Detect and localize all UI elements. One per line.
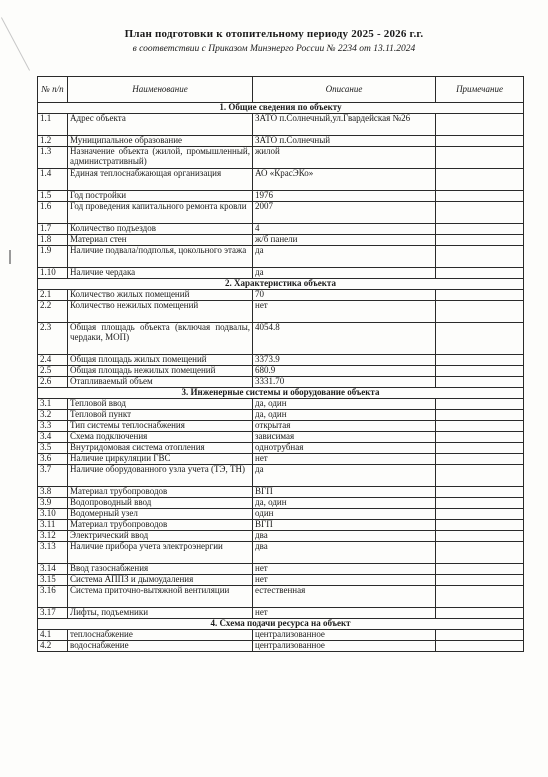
row-desc: ВГП bbox=[253, 487, 436, 498]
row-desc: да, один bbox=[253, 399, 436, 410]
row-name: Наличие чердака bbox=[68, 268, 253, 279]
table-row bbox=[38, 641, 524, 652]
row-desc: два bbox=[253, 531, 436, 542]
row-name: Количество жилых помещений bbox=[68, 290, 253, 301]
row-num: 4.2 bbox=[38, 641, 68, 652]
row-note bbox=[436, 410, 524, 421]
row-name: Единая теплоснабжающая организация bbox=[68, 169, 253, 191]
row-note bbox=[436, 147, 524, 169]
row-num: 3.7 bbox=[38, 465, 68, 487]
row-desc: естественная bbox=[253, 586, 436, 608]
table-row bbox=[38, 586, 524, 608]
table-row bbox=[38, 355, 524, 366]
row-num: 3.1 bbox=[38, 399, 68, 410]
header-desc: Описание bbox=[253, 77, 436, 103]
row-name: Материал трубопроводов bbox=[68, 487, 253, 498]
table-row bbox=[38, 520, 524, 531]
row-note bbox=[436, 224, 524, 235]
row-num: 3.13 bbox=[38, 542, 68, 564]
row-note bbox=[436, 235, 524, 246]
row-desc: два bbox=[253, 542, 436, 564]
row-desc: нет bbox=[253, 564, 436, 575]
row-desc: зависимая bbox=[253, 432, 436, 443]
row-name: Водомерный узел bbox=[68, 509, 253, 520]
row-desc: ВГП bbox=[253, 520, 436, 531]
row-note bbox=[436, 443, 524, 454]
table-row bbox=[38, 608, 524, 619]
table-row bbox=[38, 487, 524, 498]
table-row bbox=[38, 421, 524, 432]
row-note bbox=[436, 323, 524, 355]
section-title: 2. Характеристика объекта bbox=[38, 279, 524, 290]
row-num: 3.11 bbox=[38, 520, 68, 531]
row-note bbox=[436, 421, 524, 432]
scan-mark bbox=[9, 250, 11, 264]
row-desc: да bbox=[253, 268, 436, 279]
row-name: Наличие прибора учета электроэнергии bbox=[68, 542, 253, 564]
row-name: водоснабжение bbox=[68, 641, 253, 652]
row-name: Общая площадь объекта (включая подвалы, чердаки, МОП) bbox=[68, 323, 253, 355]
plan-table bbox=[37, 76, 524, 652]
table-row bbox=[38, 114, 524, 136]
row-desc: да, один bbox=[253, 498, 436, 509]
row-desc: 3331.70 bbox=[253, 377, 436, 388]
row-note bbox=[436, 399, 524, 410]
row-note bbox=[436, 575, 524, 586]
row-desc: 1976 bbox=[253, 191, 436, 202]
row-name: Ввод газоснабжения bbox=[68, 564, 253, 575]
row-note bbox=[436, 136, 524, 147]
row-desc: 4054.8 bbox=[253, 323, 436, 355]
row-note bbox=[436, 564, 524, 575]
table-row bbox=[38, 509, 524, 520]
row-note bbox=[436, 114, 524, 136]
row-name: Год проведения капитального ремонта кровли bbox=[68, 202, 253, 224]
row-name: Материал трубопроводов bbox=[68, 520, 253, 531]
table-row bbox=[38, 410, 524, 421]
row-note bbox=[436, 498, 524, 509]
row-name: Наличие циркуляции ГВС bbox=[68, 454, 253, 465]
row-num: 3.3 bbox=[38, 421, 68, 432]
row-num: 1.1 bbox=[38, 114, 68, 136]
section-header-row bbox=[38, 619, 524, 630]
table-row bbox=[38, 399, 524, 410]
table-row bbox=[38, 454, 524, 465]
row-note bbox=[436, 487, 524, 498]
row-num: 1.8 bbox=[38, 235, 68, 246]
row-name: Количество подъездов bbox=[68, 224, 253, 235]
row-num: 3.4 bbox=[38, 432, 68, 443]
row-num: 1.10 bbox=[38, 268, 68, 279]
table-row bbox=[38, 202, 524, 224]
row-num: 3.10 bbox=[38, 509, 68, 520]
row-num: 3.12 bbox=[38, 531, 68, 542]
section-title: 4. Схема подачи ресурса на объект bbox=[38, 619, 524, 630]
table-row bbox=[38, 542, 524, 564]
row-desc: жилой bbox=[253, 147, 436, 169]
row-num: 1.2 bbox=[38, 136, 68, 147]
row-note bbox=[436, 301, 524, 323]
row-name: Материал стен bbox=[68, 235, 253, 246]
row-name: Схема подключения bbox=[68, 432, 253, 443]
document-subtitle: в соответствии с Приказом Минэнерго России № 2234 от 13.11.2024 bbox=[132, 44, 416, 54]
row-num: 1.9 bbox=[38, 246, 68, 268]
row-desc: централизованное bbox=[253, 630, 436, 641]
table-row bbox=[38, 465, 524, 487]
row-name: Водопроводный ввод bbox=[68, 498, 253, 509]
row-num: 3.9 bbox=[38, 498, 68, 509]
row-note bbox=[436, 169, 524, 191]
row-num: 3.2 bbox=[38, 410, 68, 421]
header-name: Наименование bbox=[68, 77, 253, 103]
row-num: 2.1 bbox=[38, 290, 68, 301]
row-desc: 4 bbox=[253, 224, 436, 235]
row-name: Система приточно-вытяжной вентиляции bbox=[68, 586, 253, 608]
row-note bbox=[436, 202, 524, 224]
table-row bbox=[38, 290, 524, 301]
row-name: Наличие оборудованного узла учета (ТЭ, ТН) bbox=[68, 465, 253, 487]
row-desc: да, один bbox=[253, 410, 436, 421]
row-num: 2.4 bbox=[38, 355, 68, 366]
row-num: 1.5 bbox=[38, 191, 68, 202]
row-name: Общая площадь нежилых помещений bbox=[68, 366, 253, 377]
row-num: 3.15 bbox=[38, 575, 68, 586]
row-name: Система АППЗ и дымоудаления bbox=[68, 575, 253, 586]
row-note bbox=[436, 366, 524, 377]
table-row bbox=[38, 301, 524, 323]
row-desc: 680.9 bbox=[253, 366, 436, 377]
row-desc: ж/б панели bbox=[253, 235, 436, 246]
table-row bbox=[38, 366, 524, 377]
row-num: 3.8 bbox=[38, 487, 68, 498]
row-note bbox=[436, 454, 524, 465]
row-num: 3.6 bbox=[38, 454, 68, 465]
row-num: 4.1 bbox=[38, 630, 68, 641]
row-name: Тепловой ввод bbox=[68, 399, 253, 410]
row-name: Внутридомовая система отопления bbox=[68, 443, 253, 454]
table-row bbox=[38, 564, 524, 575]
row-desc: да bbox=[253, 465, 436, 487]
row-note bbox=[436, 509, 524, 520]
row-num: 1.3 bbox=[38, 147, 68, 169]
table-row bbox=[38, 323, 524, 355]
table-row bbox=[38, 224, 524, 235]
row-note bbox=[436, 608, 524, 619]
row-note bbox=[436, 355, 524, 366]
table-row bbox=[38, 498, 524, 509]
row-name: Отапливаемый объем bbox=[68, 377, 253, 388]
row-desc: нет bbox=[253, 608, 436, 619]
row-desc: ЗАТО п.Солнечный,ул.Гвардейская №26 bbox=[253, 114, 436, 136]
row-note bbox=[436, 465, 524, 487]
row-name: Наличие подвала/подполья, цокольного этажа bbox=[68, 246, 253, 268]
header-num: № п/п bbox=[38, 77, 68, 103]
row-note bbox=[436, 641, 524, 652]
row-num: 2.2 bbox=[38, 301, 68, 323]
row-note bbox=[436, 531, 524, 542]
row-num: 3.17 bbox=[38, 608, 68, 619]
table-row bbox=[38, 432, 524, 443]
row-desc: АО «КрасЭКо» bbox=[253, 169, 436, 191]
row-desc: один bbox=[253, 509, 436, 520]
table-header-row bbox=[38, 77, 524, 103]
row-note bbox=[436, 520, 524, 531]
row-name: Муниципальное образование bbox=[68, 136, 253, 147]
row-name: Тип системы теплоснабжения bbox=[68, 421, 253, 432]
section-header-row bbox=[38, 388, 524, 399]
section-header-row bbox=[38, 279, 524, 290]
row-note bbox=[436, 542, 524, 564]
row-num: 3.5 bbox=[38, 443, 68, 454]
row-note bbox=[436, 630, 524, 641]
table-row bbox=[38, 246, 524, 268]
row-desc: 2007 bbox=[253, 202, 436, 224]
row-desc: однотрубная bbox=[253, 443, 436, 454]
row-num: 1.7 bbox=[38, 224, 68, 235]
row-note bbox=[436, 191, 524, 202]
row-note bbox=[436, 246, 524, 268]
table-row bbox=[38, 235, 524, 246]
row-desc: 70 bbox=[253, 290, 436, 301]
row-name: Тепловой пункт bbox=[68, 410, 253, 421]
row-desc: нет bbox=[253, 575, 436, 586]
row-note bbox=[436, 586, 524, 608]
table-row bbox=[38, 169, 524, 191]
table-row bbox=[38, 377, 524, 388]
row-desc: открытая bbox=[253, 421, 436, 432]
table-row bbox=[38, 147, 524, 169]
row-desc: централизованное bbox=[253, 641, 436, 652]
row-num: 1.4 bbox=[38, 169, 68, 191]
table-row bbox=[38, 443, 524, 454]
row-num: 2.6 bbox=[38, 377, 68, 388]
row-name: Количество нежилых помещений bbox=[68, 301, 253, 323]
document-title: План подготовки к отопительному периоду 2025 - 2026 г.г. bbox=[124, 28, 424, 40]
row-num: 3.16 bbox=[38, 586, 68, 608]
row-desc: 3373.9 bbox=[253, 355, 436, 366]
row-note bbox=[436, 290, 524, 301]
section-header-row bbox=[38, 103, 524, 114]
table-body bbox=[38, 103, 524, 652]
row-desc: да bbox=[253, 246, 436, 268]
row-name: Назначение объекта (жилой, промышленный, административный) bbox=[68, 147, 253, 169]
row-name: Адрес объекта bbox=[68, 114, 253, 136]
section-title: 3. Инженерные системы и оборудование объекта bbox=[38, 388, 524, 399]
table-row bbox=[38, 268, 524, 279]
row-desc: ЗАТО п.Солнечный bbox=[253, 136, 436, 147]
row-name: Лифты, подъемники bbox=[68, 608, 253, 619]
row-note bbox=[436, 268, 524, 279]
row-num: 2.3 bbox=[38, 323, 68, 355]
row-desc: нет bbox=[253, 301, 436, 323]
row-desc: нет bbox=[253, 454, 436, 465]
row-name: Электрический ввод bbox=[68, 531, 253, 542]
table-row bbox=[38, 575, 524, 586]
section-title: 1. Общие сведения по объекту bbox=[38, 103, 524, 114]
row-num: 3.14 bbox=[38, 564, 68, 575]
row-num: 1.6 bbox=[38, 202, 68, 224]
header-note: Примечание bbox=[436, 77, 524, 103]
table-row bbox=[38, 531, 524, 542]
row-name: Общая площадь жилых помещений bbox=[68, 355, 253, 366]
row-name: теплоснабжение bbox=[68, 630, 253, 641]
table-row bbox=[38, 191, 524, 202]
table-row bbox=[38, 630, 524, 641]
table-row bbox=[38, 136, 524, 147]
row-name: Год постройки bbox=[68, 191, 253, 202]
row-num: 2.5 bbox=[38, 366, 68, 377]
row-note bbox=[436, 432, 524, 443]
row-note bbox=[436, 377, 524, 388]
